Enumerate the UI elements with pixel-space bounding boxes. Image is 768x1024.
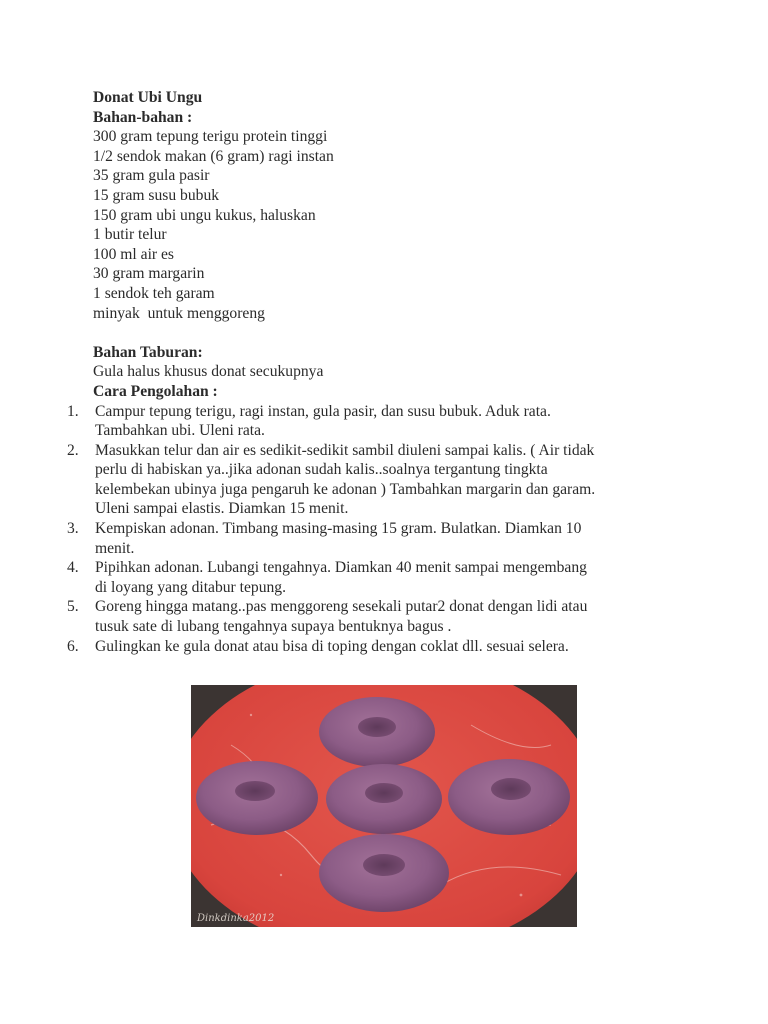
step-text-line: Goreng hingga matang..pas menggoreng sesekali putar2 donat dengan lidi atau [95, 598, 588, 616]
method-steps [67, 402, 687, 657]
topping-heading: Bahan Taburan: [93, 343, 203, 361]
step-text-line: Tambahkan ubi. Uleni rata. [95, 422, 265, 440]
ingredient-item: 1 butir telur [93, 226, 167, 244]
donut-photo [191, 685, 577, 927]
step-text-line: Pipihkan adonan. Lubangi tengahnya. Diamkan 40 menit sampai mengembang [95, 559, 587, 577]
ingredient-item: 100 ml air es [93, 245, 174, 263]
step-item [67, 637, 687, 657]
step-text-line: di loyang yang ditabur tepung. [95, 578, 286, 596]
ingredient-item: 15 gram susu bubuk [93, 186, 220, 204]
donut-left [196, 761, 318, 835]
step-item [67, 597, 687, 636]
step-text-line: Masukkan telur dan air es sedikit-sedikit sambil diuleni sampai kalis. ( Air tidak [95, 441, 595, 459]
donut-right [448, 759, 570, 835]
recipe-text [67, 88, 713, 656]
ingredient-item: 1 sendok teh garam [93, 284, 215, 302]
step-item [67, 558, 687, 597]
step-text-line: tusuk sate di lubang tengahnya supaya bentuknya bagus . [95, 618, 452, 636]
donut-photo-drawing [191, 685, 577, 927]
step-text-line: Kempiskan adonan. Timbang masing-masing 15 gram. Bulatkan. Diamkan 10 [95, 520, 582, 538]
method-heading: Cara Pengolahan : [93, 382, 218, 400]
ingredient-item: minyak untuk menggoreng [93, 304, 265, 322]
photo-watermark: Dinkdinka2012 [197, 913, 275, 924]
step-text-line: Campur tepung terigu, ragi instan, gula pasir, dan susu bubuk. Aduk rata. [95, 402, 551, 420]
step-item [67, 441, 687, 519]
ingredient-item: 300 gram tepung terigu protein tinggi [93, 128, 328, 146]
donut-top [319, 697, 435, 767]
ingredient-item: 35 gram gula pasir [93, 167, 210, 185]
step-text-line: Gulingkan ke gula donat atau bisa di toping dengan coklat dll. sesuai selera. [95, 637, 569, 655]
step-item [67, 519, 687, 558]
step-text-line: kelembekan ubinya juga pengaruh ke adonan ) Tambahkan margarin dan garam. [95, 480, 596, 498]
ingredient-item: 150 gram ubi ungu kukus, haluskan [93, 206, 316, 224]
ingredient-item: 30 gram margarin [93, 265, 205, 283]
paragraph-gap [93, 323, 713, 343]
topping-text: Gula halus khusus donat secukupnya [93, 363, 324, 381]
step-item [67, 402, 687, 441]
step-number: 5. [67, 598, 79, 616]
donut-bottom [319, 834, 449, 912]
ingredient-item: 1/2 sendok makan (6 gram) ragi instan [93, 147, 334, 165]
step-number: 3. [67, 520, 79, 538]
step-number: 4. [67, 559, 79, 577]
recipe-title: Donat Ubi Ungu [93, 89, 203, 106]
step-number: 2. [67, 441, 79, 459]
step-text-line: perlu di habiskan ya..jika adonan sudah kalis..soalnya tergantung tingkta [95, 461, 548, 479]
step-text-line: menit. [95, 539, 135, 557]
step-text-line: Uleni sampai elastis. Diamkan 15 menit. [95, 500, 349, 518]
step-number: 6. [67, 637, 79, 655]
ingredients-heading: Bahan-bahan : [93, 108, 193, 126]
step-number: 1. [67, 402, 79, 420]
donut-center [326, 764, 442, 834]
